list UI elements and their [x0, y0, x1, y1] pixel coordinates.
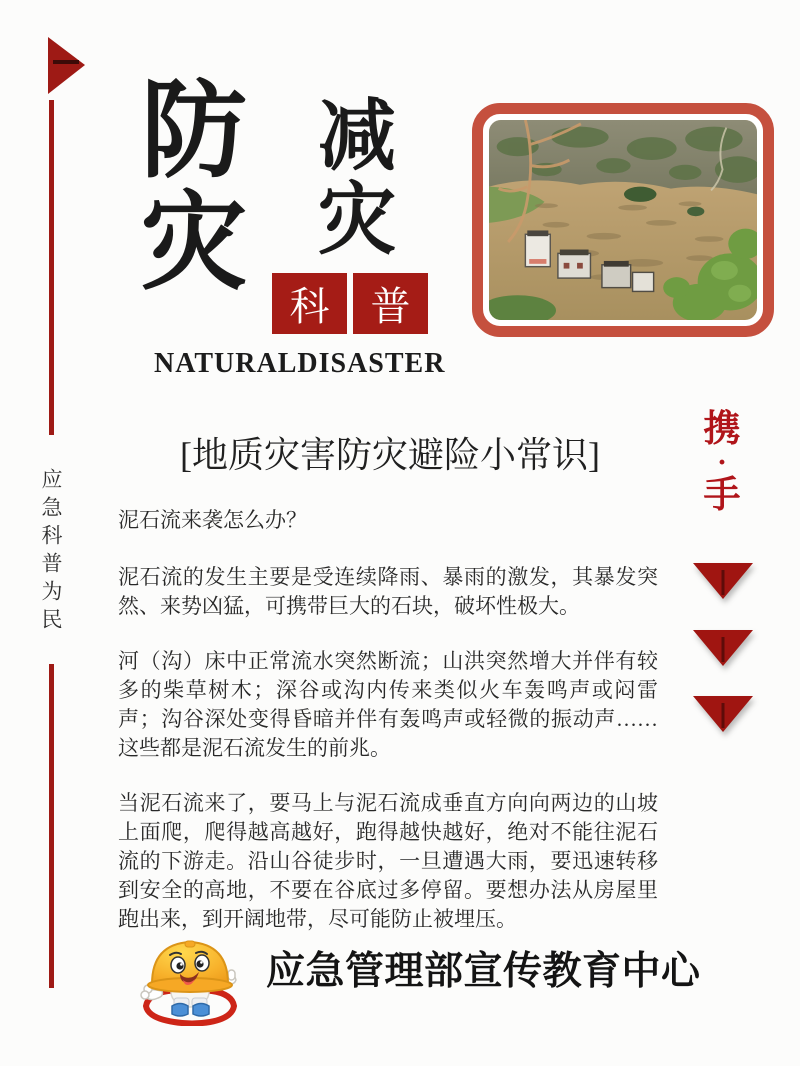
brand-title-main: 防灾: [126, 74, 244, 298]
badge-ke: 科: [272, 273, 347, 334]
article-paragraph: 河（沟）床中正常流水突然断流；山洪突然增大并伴有较多的柴草树木；深谷或沟内传来类似火车轰鸣声或闷雷声；沟谷深处变得昏暗并伴有轰鸣声或轻微的振动声……这些都是泥石流发生的前兆。: [118, 649, 658, 760]
article-title: [地质灾害防灾避险小常识]: [180, 435, 600, 475]
right-slogan-dot: ·: [716, 446, 727, 479]
photo-frame: [472, 103, 774, 337]
organization-name: 应急管理部宣传教育中心: [266, 950, 701, 993]
flag-icon: [48, 37, 88, 95]
right-slogan-char-bottom: 手: [703, 475, 741, 516]
right-vertical-slogan: [698, 408, 746, 518]
article-paragraph: 当泥石流来了，要马上与泥石流成垂直方向向两边的山坡上面爬，爬得越高越好，跑得越快越好，绝对不能往泥石流的下游走。沿山谷徒步时，一旦遭遇大雨，要迅速转移到安全的高地，不要在谷底过多停留。要想办法从房屋里跑出来，到开阔地带，尽可能防止被埋压。: [118, 791, 658, 931]
down-arrow-icon: [692, 562, 754, 602]
article-body: [118, 506, 658, 960]
article-paragraph: 泥石流的发生主要是受连续降雨、暴雨的激发，其暴发突然、来势凶猛，可携带巨大的石块，破坏性极大。: [118, 565, 658, 618]
down-arrow-icon: [692, 695, 754, 735]
right-slogan-char-top: 携: [703, 409, 741, 450]
brand-subtitle-english: NATURALDISASTER: [154, 348, 446, 379]
article-question: 泥石流来袭怎么办？: [118, 508, 307, 532]
mascot-icon: [132, 932, 248, 1026]
badge-pu: 普: [353, 273, 428, 334]
badge-row: [272, 273, 428, 334]
mudslide-photo: [489, 120, 757, 320]
left-rail-line-bottom: [49, 664, 54, 988]
down-arrow-icon: [692, 629, 754, 669]
left-rail-line-top: [49, 100, 54, 435]
brand-title-sub: 减灾: [307, 94, 395, 262]
left-vertical-slogan: 应急科普为民: [39, 468, 63, 636]
